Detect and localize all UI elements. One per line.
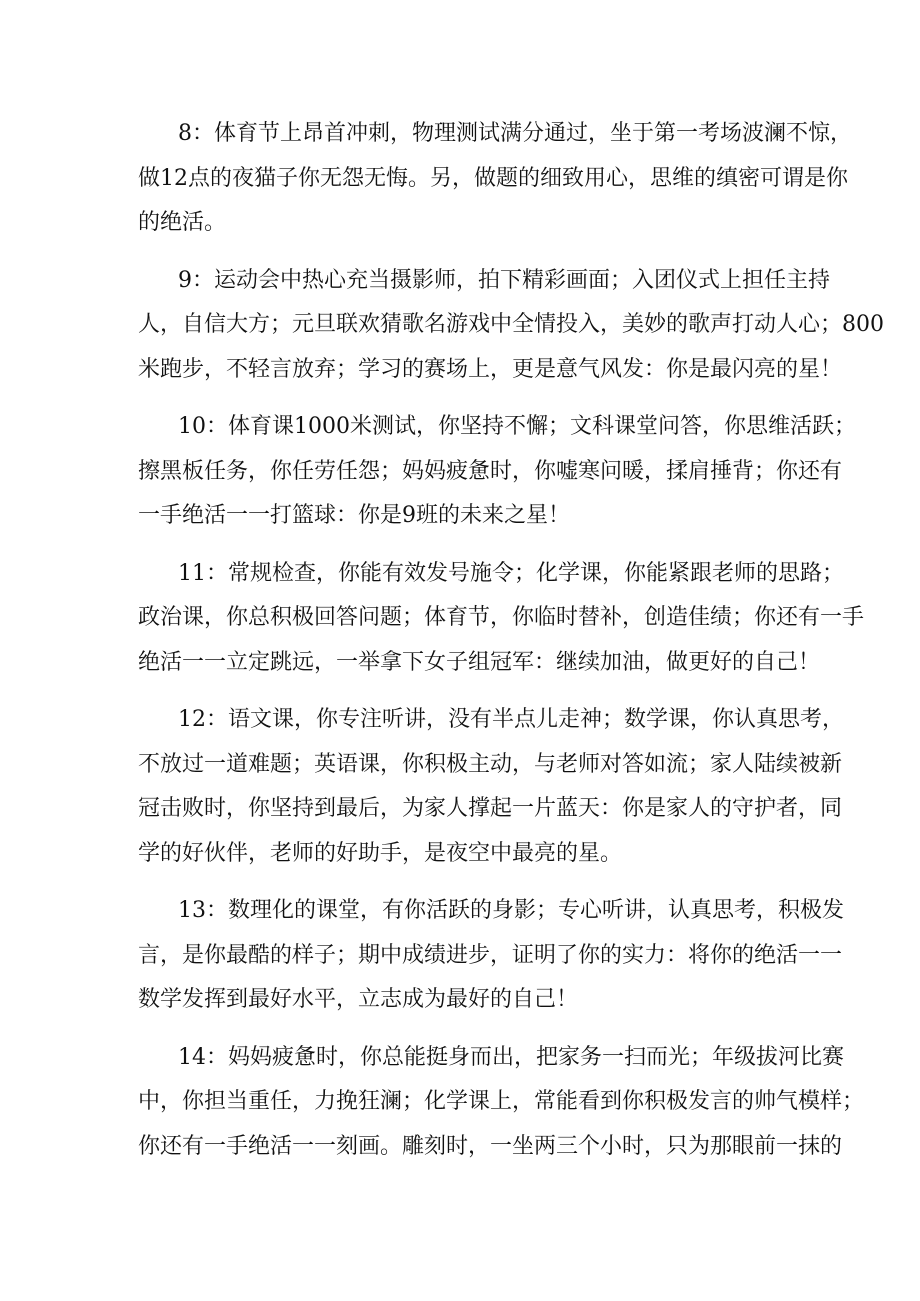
text-line: 擦黑板任务，你任劳任怨；妈妈疲惫时，你嘘寒问暖，揉肩捶背；你还有 <box>138 458 843 484</box>
text-line: 数学发挥到最好水平，立志成为最好的自己！ <box>138 987 579 1012</box>
text-line: 12：语文课，你专注听讲，没有半点儿走神；数学课，你认真思考， <box>178 707 844 732</box>
text-line: 中，你担当重任，力挽狂澜；化学课上，常能看到你积极发言的帅气模样； <box>138 1089 865 1114</box>
paragraph-12 <box>138 698 844 876</box>
text-line: 绝活一一立定跳远，一举拿下女子组冠军：继续加油，做更好的自己！ <box>138 649 821 675</box>
text-line: 你还有一手绝活一一刻画。雕刻时，一坐两三个小时，只为那眼前一抹的 <box>138 1133 843 1159</box>
paragraph-9 <box>138 259 884 393</box>
text-line: 的绝活。 <box>138 210 227 235</box>
text-line: 不放过一道难题；英语课，你积极主动，与老师对答如流；家人陆续被新 <box>138 751 843 777</box>
text-line: 做12点的夜猫子你无怨无悔。另，做题的细致用心，思维的缜密可谓是你 <box>138 165 848 191</box>
document-body <box>138 112 884 1182</box>
text-line: 14：妈妈疲惫时，你总能挺身而出，把家务一扫而光；年级拔河比赛 <box>178 1044 844 1070</box>
text-line: 8：体育节上昂首冲刺，物理测试满分通过，坐于第一考场波澜不惊， <box>178 121 852 146</box>
paragraph-13 <box>138 889 844 1023</box>
paragraph-10 <box>138 405 856 539</box>
paragraph-11 <box>138 552 865 686</box>
text-line: 9：运动会中热心充当摄影师，拍下精彩画面；入团仪式上担任主持 <box>178 267 830 293</box>
text-line: 一手绝活一一打篮球：你是9班的未来之星！ <box>138 503 570 528</box>
paragraph-8 <box>138 112 852 246</box>
text-line: 人，自信大方；元旦联欢猜歌名游戏中全情投入，美妙的歌声打动人心；800 <box>138 312 884 337</box>
text-line: 言，是你最酷的样子；期中成绩进步，证明了你的实力：将你的绝活一一 <box>138 942 843 968</box>
text-line: 11：常规检查，你能有效发号施令；化学课，你能紧跟老师的思路； <box>178 560 844 586</box>
text-line: 政治课，你总积极回答问题；体育节，你临时替补，创造佳绩；你还有一手 <box>138 605 865 630</box>
text-line: 学的好伙伴，老师的好助手，是夜空中最亮的星。 <box>138 840 623 866</box>
paragraph-14 <box>138 1036 865 1170</box>
text-line: 冠击败时，你坚持到最后，为家人撑起一片蓝天：你是家人的守护者，同 <box>138 796 843 821</box>
text-line: 13：数理化的课堂，有你活跃的身影；专心听讲，认真思考，积极发 <box>178 898 844 923</box>
text-line: 米跑步，不轻言放弃；学习的赛场上，更是意气风发：你是最闪亮的星！ <box>138 356 843 382</box>
text-line: 10：体育课1000米测试，你坚持不懈；文科课堂问答，你思维活跃； <box>178 414 856 439</box>
